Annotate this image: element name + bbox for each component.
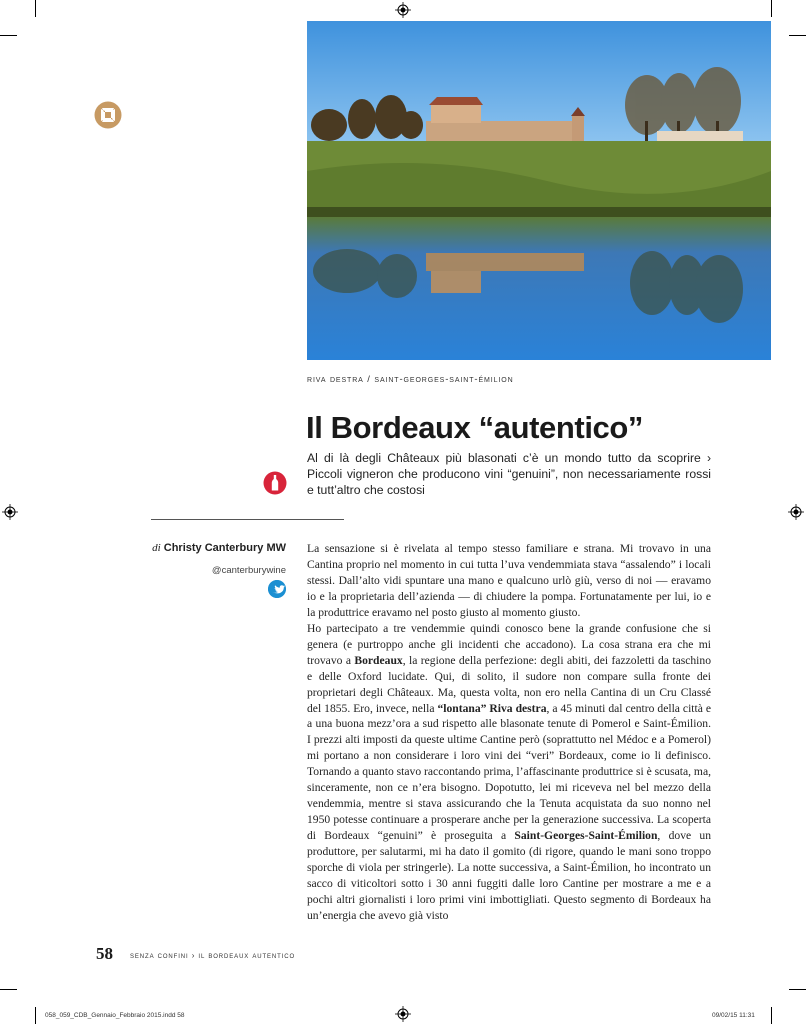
registration-mark-icon: [395, 1006, 411, 1022]
body-emphasis: Bordeaux: [354, 653, 403, 667]
article-title: Il Bordeaux “autentico”: [306, 410, 644, 445]
crop-mark: [789, 989, 806, 990]
registration-mark-icon: [788, 504, 804, 520]
article-body: [307, 541, 711, 924]
crop-mark: [35, 0, 36, 17]
registration-mark-icon: [2, 504, 18, 520]
byline-rule: [151, 519, 344, 520]
body-text: , dove un produttore, per salutarmi, mi ha dato il gomito (di rigore, quando le mani sono troppo sporche di viola per stringerle). La notte successiva, a Saint-Émilion, ho incontrato un sacco di viticoltori sotto i 30 anni fuggiti dalle loro Cantine per mostrare a me e a pochi altri giornalisti i loro primi vini imbottigliati. Questo segmento di Bordeaux ha un’energia che avevo già visto: [307, 829, 712, 922]
body-text: , la regione della perfezione: degli abiti, dei fazzoletti da taschino e delle Oxford lucidate. Qui, di solito, il sudore non compare sulla fronte dei proprietari degli Châteaux. Ma, questa volta, non ero nella Cantina di un Cru Classé del 1855. Ero, invece, nella: [307, 653, 711, 715]
byline-prefix: di: [152, 542, 161, 554]
byline: [151, 542, 286, 554]
crop-mark: [35, 1007, 36, 1024]
author-name: Christy Canterbury MW: [163, 542, 286, 554]
body-emphasis: Saint-Georges-Saint-Émilion: [514, 829, 658, 843]
wine-bottle-icon: [263, 471, 287, 495]
crop-mark: [771, 0, 772, 17]
body-emphasis: “lontana” Riva destra: [437, 701, 547, 715]
page-number: 58: [96, 944, 113, 963]
body-paragraph: La sensazione si è rivelata al tempo stesso familiare e strana. Mi trovavo in una Cantina proprio nel momento in cui tutta l’uva vendemmiata stava “assalendo” i locali stessi. Dall’alto vidi spuntare una mano e qualcuno urlò giù, verso di noi — eravamo io e la proprietaria dell’azienda — di chiudere la pompa. Fortunatamente per lui, io e la produttrice eravamo nel posto giusto al momento giusto.: [307, 542, 711, 619]
crop-mark: [771, 1007, 772, 1024]
twitter-handle: @canterburywine: [211, 565, 286, 576]
compass-badge-icon: [94, 101, 122, 129]
running-head: senza confini › il bordeaux autentico: [130, 951, 296, 960]
crop-mark: [0, 989, 17, 990]
section-kicker: riva destra / saint-georges-saint-émilion: [307, 374, 514, 385]
print-slug-left: 058_059_CDB_Gennaio_Febbraio 2015.indd 58: [45, 1012, 185, 1019]
chateau-landscape-image: [307, 21, 771, 360]
crop-mark: [0, 35, 17, 36]
body-text: , a 45 minuti dal centro della città e a una buona mezz’ora a sud rispetto alle blasonate tenute di Pomerol e Saint-Émilion. I prezzi alti imposti da queste ultime Cantine però (soprattutto nel Médoc e a Pomerol) mi portano a non considerare i loro vini dei “veri” Bordeaux, come io li definisco. Tornando a quanto stavo raccontando prima, l’affascinante produttrice si è scusata, ma, sinceramente, non ce n’era bisogno. Dopotutto, lei mi riceveva nel bel mezzo della vendemmia, mentre si stava assicurando che la Tenuta acquistata da suo nonno nel 1950 potesse continuare a prosperare anche per la generazione successiva. La scoperta di Bordeaux “genuini” è proseguita a: [307, 701, 712, 843]
print-slug-right: 09/02/15 11:31: [712, 1012, 755, 1019]
registration-mark-icon: [395, 2, 411, 18]
chateau-photo: [307, 21, 771, 360]
article-lead: Al di là degli Châteaux più blasonati c’è un mondo tutto da scoprire › Piccoli vigneron che producono vini “genuini”, non necessariamente rossi e tutt’altro che costosi: [307, 451, 711, 497]
body-paragraph: [307, 621, 711, 924]
crop-mark: [789, 35, 806, 36]
body-text: Ho partecipato a tre vendemmie quindi conosco bene la grande confusione che si genera (e purtroppo anche gli incidenti che accadono). La cosa strana era che mi trovavo a: [307, 621, 711, 667]
twitter-bird-icon: [268, 580, 286, 598]
